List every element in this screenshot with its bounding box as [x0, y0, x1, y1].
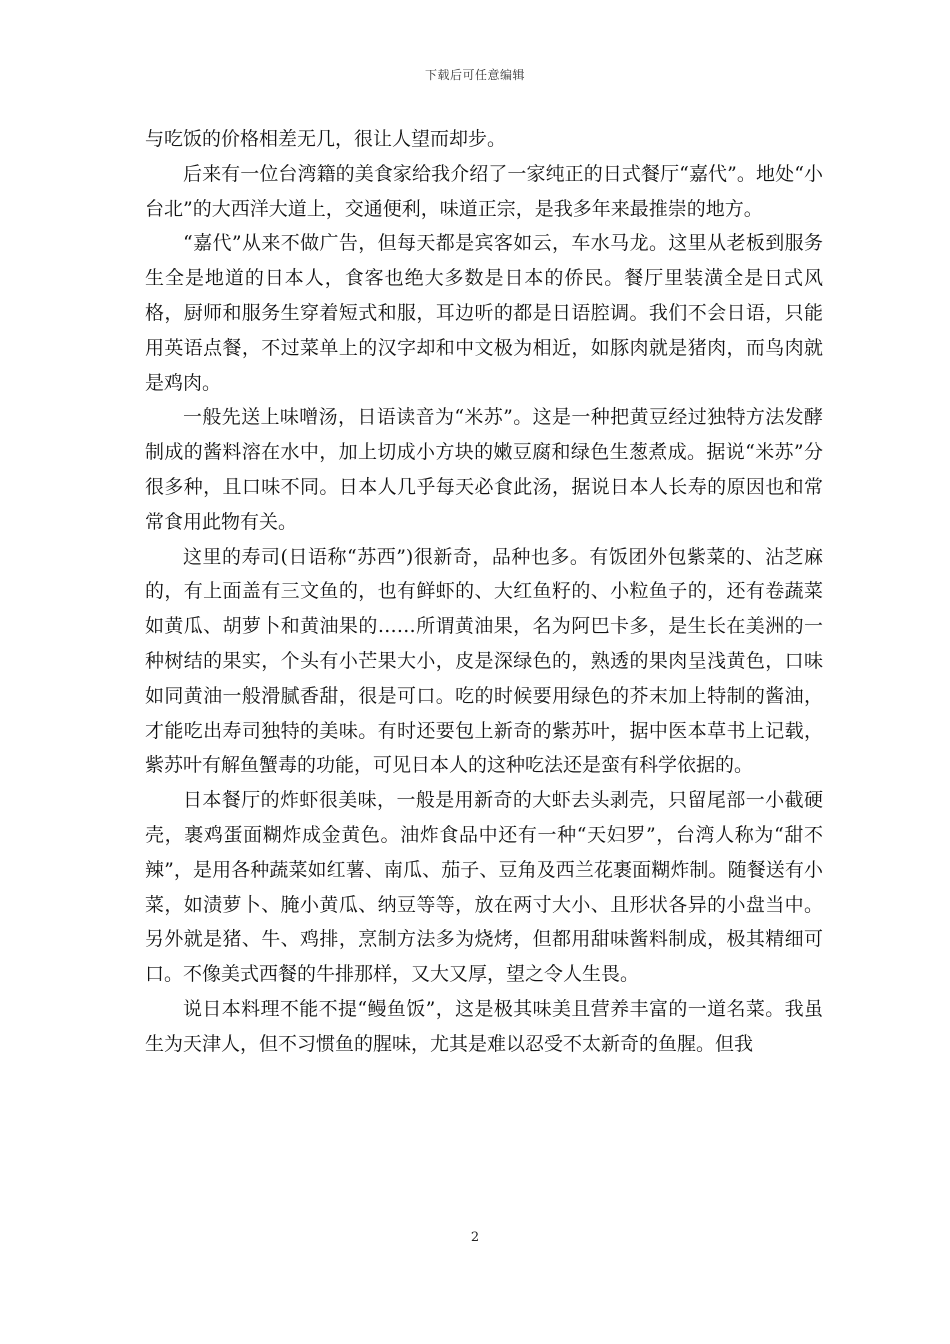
page-number: 2 [470, 1230, 480, 1245]
paragraph: 日本餐厅的炸虾很美味，一般是用新奇的大虾去头剥壳，只留尾部一小截硬壳，裹鸡蛋面糊炸成金黄色。油炸食品中还有一种“天妇罗”，台湾人称为“甜不辣”，是用各种蔬菜如红薯、南瓜、茄子、豆角及西兰花裹面糊炸制。随餐送有小菜，如渍萝卜、腌小黄瓜、纳豆等等，放在两寸大小、且形状各异的小盘当中。另外就是猪、牛、鸡排，烹制方法多为烧烤，但都用甜味酱料制成，极其精细可口。不像美式西餐的牛排那样，又大又厚，望之令人生畏。 [145, 789, 823, 986]
paragraph: 后来有一位台湾籍的美食家给我介绍了一家纯正的日式餐厅“嘉代”。地处“小台北”的大西洋大道上，交通便利，味道正宗，是我多年来最推崇的地方。 [145, 162, 823, 220]
paragraph: 一般先送上味噌汤，日语读音为“米苏”。这是一种把黄豆经过独特方法发酵制成的酱料溶在水中，加上切成小方块的嫩豆腐和绿色生葱煮成。据说“米苏”分很多种，且口味不同。日本人几乎每天必食此汤，据说日本人长寿的原因也和常常食用此物有关。 [145, 406, 823, 533]
paragraph: 这里的寿司(日语称“苏西”)很新奇，品种也多。有饭团外包紫菜的、沾芝麻的，有上面盖有三文鱼的，也有鲜虾的、大红鱼籽的、小粒鱼子的，还有卷蔬菜如黄瓜、胡萝卜和黄油果的……所谓黄油果，名为阿巴卡多，是生长在美洲的一种树结的果实，个头有小芒果大小，皮是深绿色的，熟透的果肉呈浅黄色，口味如同黄油一般滑腻香甜，很是可口。吃的时候要用绿色的芥末加上特制的酱油，才能吃出寿司独特的美味。有时还要包上新奇的紫苏叶，据中医本草书上记载，紫苏叶有解鱼蟹毒的功能，可见日本人的这种吃法还是蛮有科学依据的。 [145, 545, 823, 777]
paragraph-continuation: 与吃饭的价格相差无几，很让人望而却步。 [145, 128, 507, 150]
page-header: 下载后可任意编辑 [424, 68, 525, 82]
paragraph: “嘉代”从来不做广告，但每天都是宾客如云，车水马龙。这里从老板到服务生全是地道的日本人，食客也绝大多数是日本的侨民。餐厅里装潢全是日式风格，厨师和服务生穿着短式和服，耳边听的都是日语腔调。我们不会日语，只能用英语点餐，不过菜单上的汉字却和中文极为相近，如豚肉就是猪肉，而鸟肉就是鸡肉。 [145, 232, 823, 394]
document-body [145, 122, 823, 1062]
paragraph: 说日本料理不能不提“鳗鱼饭”，这是极其味美且营养丰富的一道名菜。我虽生为天津人，但不习惯鱼的腥味，尤其是难以忍受不太新奇的鱼腥。但我 [145, 997, 823, 1055]
